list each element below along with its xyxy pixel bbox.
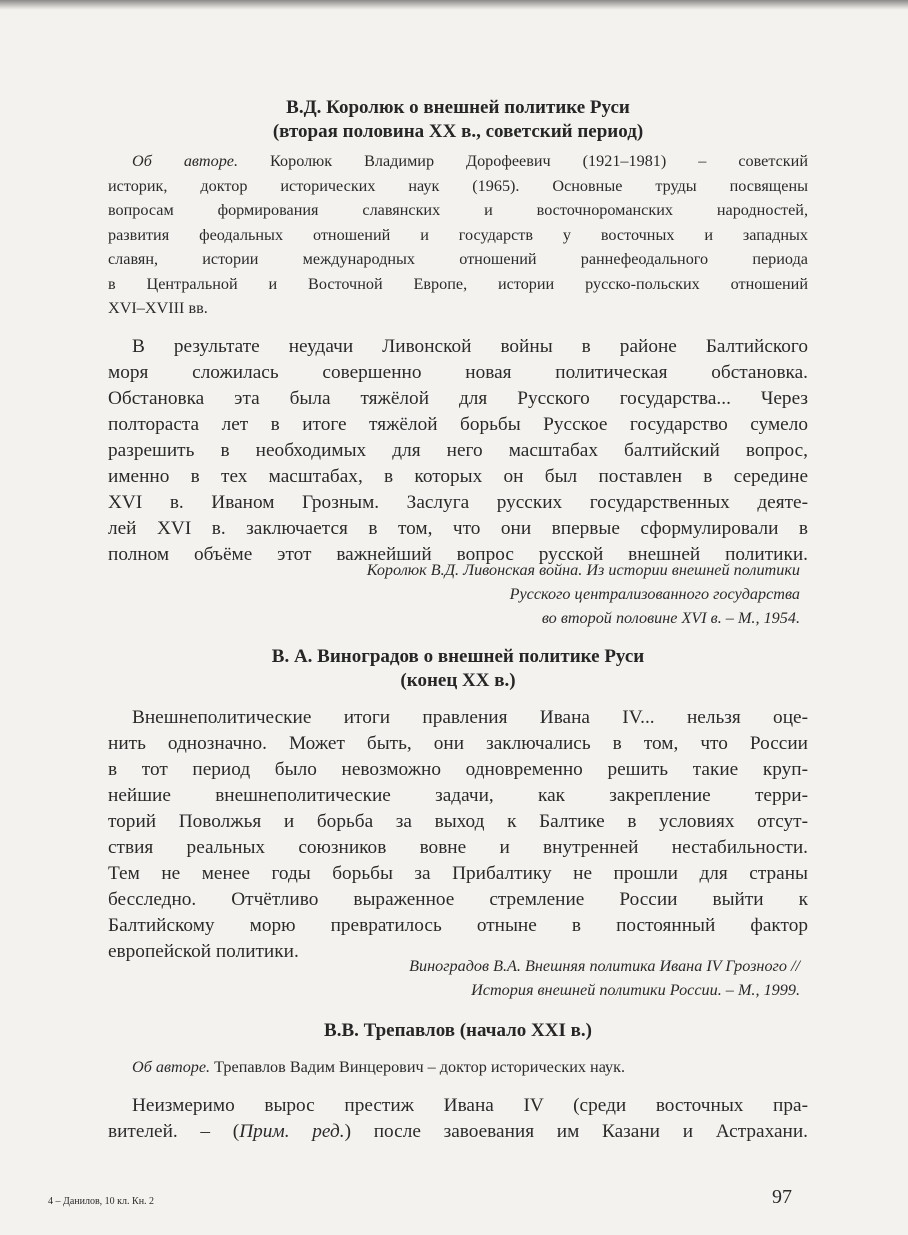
body-line: нить однозначно. Может быть, они заключались в том, что России <box>108 733 808 754</box>
body-line: Неизмеримо вырос престиж Ивана IV (среди восточных пра- <box>132 1095 808 1116</box>
quote-vinogradov <box>108 705 808 965</box>
about-line: XVI–XVIII вв. <box>108 299 208 317</box>
body-line: Балтийскому морю превратилось отныне в постоянный фактор <box>108 915 808 936</box>
citation-line: Королюк В.Д. Ливонская война. Из истории внешней политики <box>366 561 800 579</box>
citation-line: во второй половине XVI в. – М., 1954. <box>541 609 800 627</box>
about-line: вопросам формирования славянских и восточнороманских народностей, <box>108 201 808 219</box>
citation-line: Виноградов В.А. Внешняя политика Ивана IV Грозного // <box>409 957 800 975</box>
quote-koroluk <box>108 334 808 568</box>
body-line: полном объёме этот важнейший вопрос русской внешней политики. <box>108 544 808 565</box>
about-line: развития феодальных отношений и государств у восточных и западных <box>108 225 808 244</box>
body-line: европейской политики. <box>108 941 299 962</box>
citation-line: Русского централизованного государства <box>509 585 800 603</box>
body-line: В результате неудачи Ливонской войны в районе Балтийского <box>132 336 808 357</box>
body-line: бесследно. Отчётливо выраженное стремление России выйти к <box>108 889 808 910</box>
citation-vinogradov <box>409 954 800 1002</box>
section-heading-vinogradov <box>108 645 808 693</box>
heading-line: В. А. Виноградов о внешней политике Руси <box>271 646 645 667</box>
heading-line: В.Д. Королюк о внешней политике Руси <box>286 97 630 118</box>
heading-line: В.В. Трепавлов (начало XXI в.) <box>324 1020 592 1041</box>
body-line: XVI в. Иваном Грозным. Заслуга русских государственных деяте- <box>108 492 808 513</box>
body-line: полтораста лет в итоге тяжёлой борьбы Русское государство сумело <box>108 414 808 435</box>
body-line: Тем не менее годы борьбы за Прибалтику не прошли для страны <box>108 863 808 884</box>
body-line: Внешнеполитические итоги правления Ивана IV... нельзя оце- <box>132 707 808 728</box>
about-line: Об авторе. Трепавлов Вадим Винцерович – доктор исторических наук. <box>132 1058 626 1076</box>
editor-note: Прим. ред. <box>239 1121 345 1142</box>
heading-line: (вторая половина XX в., советский период) <box>272 121 644 142</box>
page-number: 97 <box>772 1186 792 1208</box>
body-line: торий Поволжья и борьба за выход к Балтике в условиях отсут- <box>108 811 808 832</box>
scan-edge-shadow <box>0 0 908 10</box>
body-line: ствия реальных союзников вовне и внутренней нестабильности. <box>108 837 808 858</box>
about-line: славян, истории международных отношений раннефеодального периода <box>108 250 808 268</box>
heading-line: (конец XX в.) <box>400 670 516 691</box>
about-author-trepavlov <box>108 1055 808 1080</box>
body-line: в тот период было невозможно одновременно решить такие круп- <box>108 759 808 780</box>
citation-koroluk <box>367 558 800 630</box>
about-line: Об авторе. Королюк Владимир Дорофеевич (1921–1981) – советский <box>132 152 808 170</box>
printer-signature-note: 4 – Данилов, 10 кл. Кн. 2 <box>48 1196 155 1207</box>
body-line: моря сложилась совершенно новая политическая обстановка. <box>108 362 808 383</box>
section-heading-koroluk <box>108 96 808 144</box>
body-line: нейшие внешнеполитические задачи, как закрепление терри- <box>108 785 808 806</box>
body-line: вителей. – (Прим. ред.) после завоевания им Казани и Астрахани. <box>108 1121 808 1142</box>
body-line: именно в тех масштабах, в которых он был поставлен в середине <box>108 466 808 487</box>
section-heading-trepavlov <box>108 1019 808 1043</box>
quote-trepavlov <box>108 1093 808 1145</box>
about-line: историк, доктор исторических наук (1965). Основные труды посвящены <box>108 176 808 195</box>
citation-line: История внешней политики России. – М., 1999. <box>471 981 800 999</box>
body-line: Обстановка эта была тяжёлой для Русского государства... Через <box>108 388 808 409</box>
about-author-koroluk <box>108 149 808 321</box>
body-line: разрешить в необходимых для него масштабах балтийский вопрос, <box>108 440 808 461</box>
about-line: в Центральной и Восточной Европе, истории русско-польских отношений <box>108 274 808 293</box>
body-line: лей XVI в. заключается в том, что они впервые сформулировали в <box>108 518 808 539</box>
